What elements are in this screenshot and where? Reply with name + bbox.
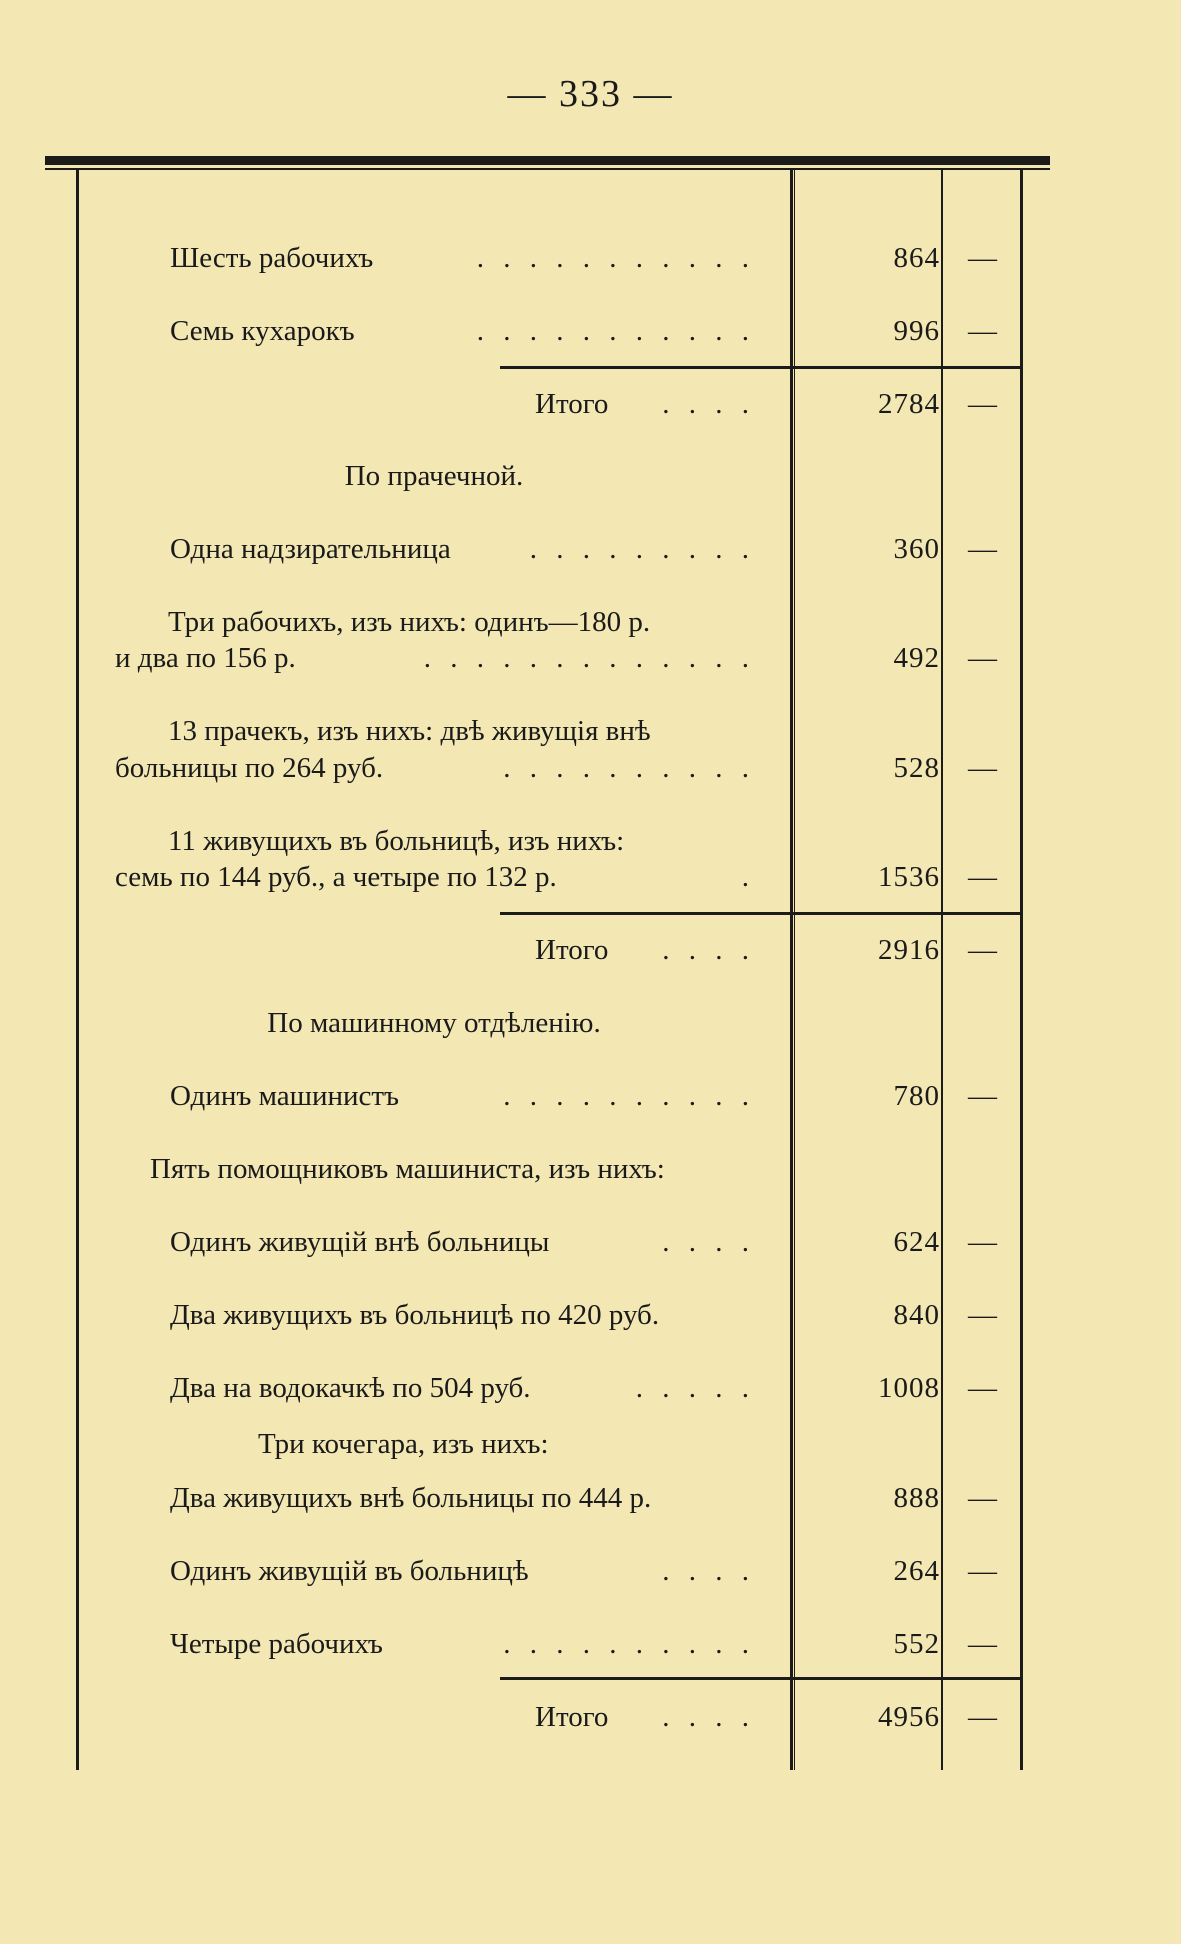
- subtotal-rule-1: [500, 366, 1022, 369]
- kopecks-dash: —: [968, 1701, 997, 1733]
- amount: 552: [893, 1628, 940, 1660]
- kopecks-dash: —: [968, 388, 997, 420]
- subtotal-rule-3: [500, 1677, 1022, 1680]
- amount: 1008: [878, 1372, 940, 1404]
- kopecks-dash: —: [968, 1628, 997, 1660]
- kopecks-dash: —: [968, 642, 997, 674]
- kopecks-dash: —: [968, 315, 997, 347]
- amount: 2784: [878, 388, 940, 420]
- kopecks-dash: —: [968, 1080, 997, 1112]
- kopecks-dash: —: [968, 1226, 997, 1258]
- kopecks-dash: —: [968, 533, 997, 565]
- amount: 996: [893, 315, 940, 347]
- kopecks-dash: —: [968, 1555, 997, 1587]
- page-number: — 333 —: [507, 73, 674, 115]
- kopecks-dash: —: [968, 1372, 997, 1404]
- kopecks-dash: —: [968, 1482, 997, 1514]
- kopecks-dash: —: [968, 752, 997, 784]
- amount: 528: [893, 752, 940, 784]
- column-divider-dash: [941, 170, 943, 1770]
- kopecks-dash: —: [968, 242, 997, 274]
- amount: 1536: [878, 861, 940, 893]
- amount: 624: [893, 1226, 940, 1258]
- amount: 864: [893, 242, 940, 274]
- amount: 264: [893, 1555, 940, 1587]
- subtotal-rule-2: [500, 912, 1022, 915]
- table-top-rule: [45, 156, 1050, 165]
- kopecks-dash: —: [968, 934, 997, 966]
- amount: 780: [893, 1080, 940, 1112]
- amount: 2916: [878, 934, 940, 966]
- table-left-border: [76, 170, 79, 1770]
- amount: 492: [893, 642, 940, 674]
- column-divider-amount: [790, 170, 793, 1770]
- kopecks-dash: —: [968, 1299, 997, 1331]
- table-top-rule-thin: [45, 168, 1050, 170]
- table-right-border: [1020, 170, 1023, 1770]
- amount: 360: [893, 533, 940, 565]
- amount: 840: [893, 1299, 940, 1331]
- amount: 888: [893, 1482, 940, 1514]
- amount: 4956: [878, 1701, 940, 1733]
- kopecks-dash: —: [968, 861, 997, 893]
